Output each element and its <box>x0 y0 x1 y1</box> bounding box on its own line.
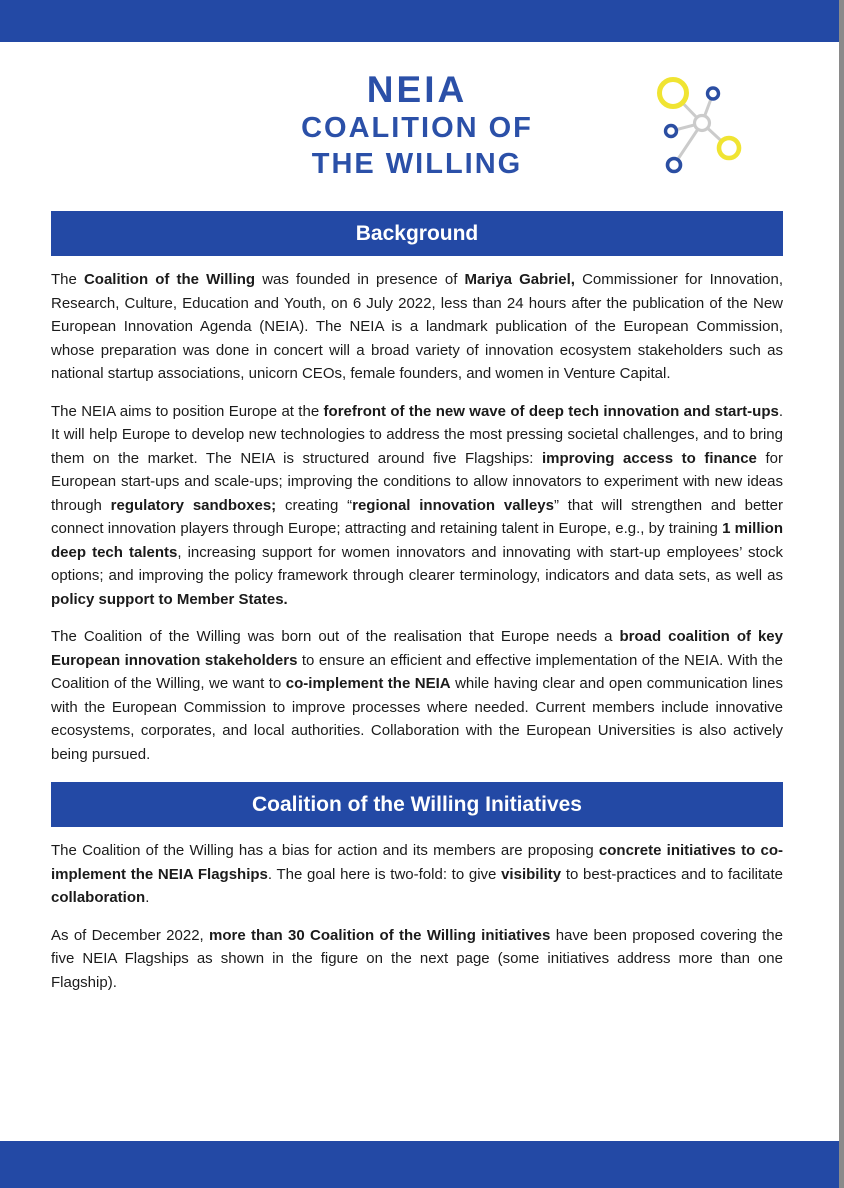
bold-text-run: visibility <box>501 865 562 883</box>
bold-text-run: concrete initiatives to co-implement the NEIA Flagships <box>51 842 783 883</box>
document-header <box>0 42 844 211</box>
bold-text-run: regulatory sandboxes; <box>110 496 277 514</box>
text-run: creating “ <box>276 496 353 514</box>
bold-text-run: more than 30 Coalition of the Willing initiatives <box>209 926 551 944</box>
title-line-coalition-of: COALITION OF <box>301 112 533 144</box>
page-edge <box>839 0 844 1188</box>
text-run: The Coalition of the Willing was born out of the realisation that Europe needs a <box>51 628 620 645</box>
section-header-initiatives <box>51 782 783 827</box>
text-run: . <box>145 889 150 906</box>
bold-text-run: forefront of the new wave of deep tech innovation and start-ups <box>323 402 779 420</box>
text-run: while having clear and open communication lines with the European Commission to improve processes where needed. Current members include innovative ecosystems, corporates, and local authorities. Collaboration with the European Universities is also actively being pursued. <box>51 675 783 763</box>
text-run: The Coalition of the Willing has a bias for action and its members are proposing <box>51 842 599 859</box>
section-header-background <box>51 211 783 256</box>
bold-text-run: Mariya Gabriel, <box>464 271 575 288</box>
section-header-initiatives-label: Coalition of the Willing Initiatives <box>252 793 582 816</box>
bold-text-run: 1 million deep tech talents <box>51 520 783 561</box>
bold-text-run: collaboration <box>51 889 146 906</box>
text-run: Commissioner for Innovation, Research, Culture, Education and Youth, on 6 July 2022, less than 24 hours after the publication of the New European Innovation Agenda (NEIA). The NEIA is a landmark publication of the European Commission, whose preparation was done in concert will a broad variety of innovation ecosystem stakeholders such as national startup associations, unicorn CEOs, female founders, and women in Venture Capital. <box>51 271 784 382</box>
title-line-the-willing: THE WILLING <box>311 148 523 180</box>
text-run: . The goal here is two-fold: to give <box>267 865 502 883</box>
text-run: ” that will strengthen and better connect innovation players through Europe; attracting and retaining talent in Europe, e.g., by training <box>51 496 783 537</box>
text-run: , increasing support for women innovators and innovating with start-up employees’ stock options; and improving the policy framework through clearer terminology, indicators and data sets, as well as <box>51 543 783 584</box>
background-paragraph-2 <box>51 400 783 612</box>
text-run: was founded in presence of <box>255 271 465 288</box>
bold-text-run: broad coalition of key European innovation stakeholders <box>51 628 783 669</box>
initiatives-paragraph-1 <box>51 839 783 910</box>
background-paragraph-1 <box>51 268 783 386</box>
network-nodes-logo-icon <box>650 72 752 178</box>
text-run: to best-practices and to facilitate <box>561 865 784 883</box>
top-accent-bar <box>0 0 844 42</box>
bold-text-run: improving access to finance <box>541 449 757 467</box>
text-run: As of December 2022, <box>51 926 210 944</box>
section-header-background-label: Background <box>355 222 479 245</box>
initiatives-paragraph-2 <box>51 924 783 995</box>
text-run: for European start-ups and scale-ups; improving the conditions to allow innovators to experiment with new ideas through <box>51 449 783 514</box>
bold-text-run: policy support to Member States. <box>51 590 288 608</box>
text-run: to ensure an efficient and effective implementation of the NEIA. With the Coalition of the Willing, we want to <box>51 651 783 692</box>
bold-text-run: co-implement the NEIA <box>285 675 451 692</box>
text-run: The NEIA aims to position Europe at the <box>51 402 324 420</box>
title-line-neia: NEIA <box>366 69 468 110</box>
bottom-accent-bar <box>0 1141 844 1188</box>
document-body <box>51 211 783 1008</box>
bold-text-run: regional innovation valleys <box>352 496 554 514</box>
text-run: The <box>51 271 84 288</box>
text-run: . It will help Europe to develop new technologies to address the most pressing societal challenges, and to bring them on the market. The NEIA is structured around five Flagships: <box>51 402 783 467</box>
background-paragraph-3 <box>51 625 783 766</box>
text-run: have been proposed covering the five NEIA Flagships as shown in the figure on the next page (some initiatives address more than one Flagship). <box>51 926 783 991</box>
bold-text-run: Coalition of the Willing <box>83 271 256 288</box>
